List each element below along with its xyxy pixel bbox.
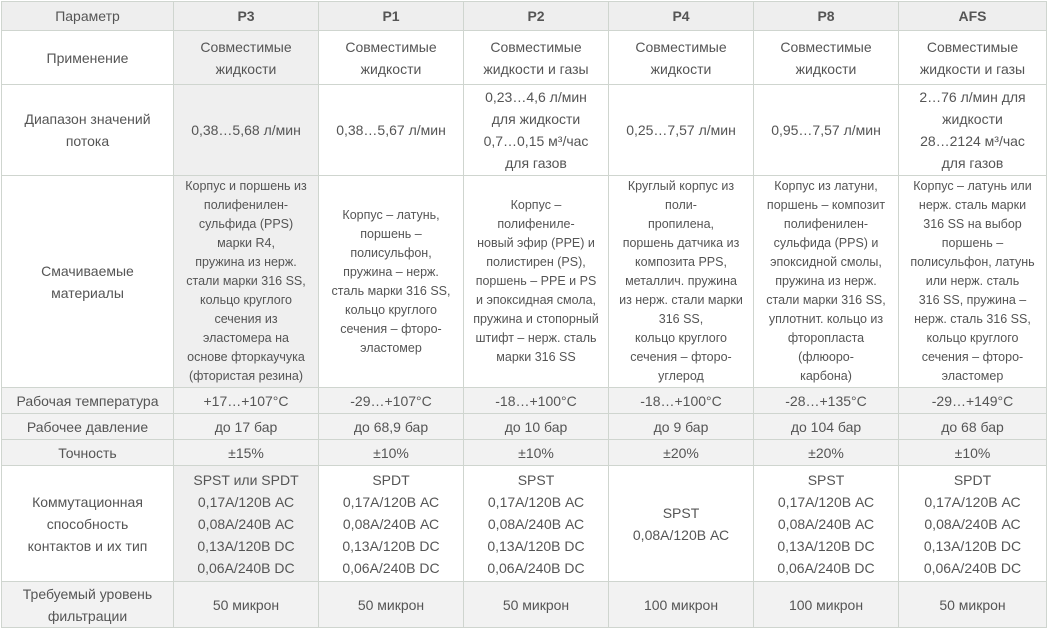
cell-line: эпоксидной смолы, [770,255,882,269]
cell-application-p2: Совместимые жидкости и газы [464,31,609,85]
cell-pressure-p2: до 10 бар [464,414,609,440]
cell-line: поли- [665,198,697,212]
cell-line: пружина из нерж. [195,255,297,269]
cell-application-afs: Совместимые жидкости и газы [899,31,1047,85]
cell-line: уплотнит. кольцо из [768,312,884,326]
cell-line: кольцо круглого [635,331,727,345]
cell-application-p3: Совместимые жидкости [174,31,319,85]
cell-line: 0,08А/240В АС [924,515,1021,532]
cell-switching-p4 [609,466,754,582]
cell-line: 0,13А/120В DC [487,537,585,554]
cell-line: 0,17А/120В АС [924,493,1021,510]
cell-line: Корпус – латунь, [342,207,440,222]
cell-line: новый эфир (PPE) и [477,236,595,250]
cell-line: марки 316 SS [496,350,576,364]
cell-filtration-afs: 50 микрон [899,582,1047,628]
cell-flow-p2: 0,23…4,6 л/мин для жидкости 0,7…0,15 м³/час для газов [464,85,609,176]
cell-materials-p1 [319,176,464,388]
cell-temperature-p3: +17…+107°C [174,388,319,414]
cell-accuracy-afs: ±10% [899,440,1047,466]
cell-application-p8: Совместимые жидкости [754,31,899,85]
cell-line: SPST [662,504,700,521]
cell-line: основе фторкаучука [187,350,305,364]
cell-temperature-afs: -29…+149°C [899,388,1047,414]
cell-line: композита PPS, [635,255,727,269]
cell-line: полистирен (PS), [486,255,586,269]
cell-line: 316 SS, пружина – [918,293,1027,307]
header-model-p3: P3 [174,2,319,31]
cell-filtration-p2: 50 микрон [464,582,609,628]
cell-line: и эпоксидная смола, [475,293,597,307]
cell-accuracy-p1: ±10% [319,440,464,466]
cell-flow-p4: 0,25…7,57 л/мин [609,85,754,176]
cell-accuracy-p8: ±20% [754,440,899,466]
cell-line: полифенилен- [203,198,289,212]
cell-line: кольцо круглого [200,293,292,307]
cell-line: Корпус и поршень из [185,179,307,193]
label-accuracy: Точность [2,440,174,466]
cell-line: 0,17А/120В АС [197,493,295,510]
cell-line: эластомера на [203,331,289,345]
cell-line: полисульфон, латунь [910,255,1035,269]
cell-line: пропилена, [648,217,714,231]
cell-flow-p8: 0,95…7,57 л/мин [754,85,899,176]
header-model-p1: P1 [319,2,464,31]
cell-filtration-p4: 100 микрон [609,582,754,628]
row-materials [2,176,1047,388]
cell-filtration-p1: 50 микрон [319,582,464,628]
cell-line: Круглый корпус из [627,179,735,193]
row-filtration [2,582,1047,628]
cell-line: 0,17А/120В АС [342,493,440,510]
cell-line: стали марки 316 SS, [766,293,886,307]
row-accuracy [2,440,1047,466]
header-row [2,2,1047,31]
cell-line: SPDT [953,471,992,488]
cell-line: поршень – [941,236,1004,250]
row-temperature [2,388,1047,414]
cell-line: 0,06А/240В DC [342,559,440,576]
cell-temperature-p8: -28…+135°C [754,388,899,414]
label-switching: Коммутационная способность контактов и их тип [2,466,174,582]
cell-line: пружина и стопорный [473,312,599,326]
cell-switching-p1 [319,466,464,582]
row-pressure [2,414,1047,440]
cell-line: эластомер [941,369,1004,383]
label-pressure: Рабочее давление [2,414,174,440]
cell-line: SPDT [372,471,410,488]
cell-line: 0,08А/240В АС [342,515,440,532]
cell-line: марки R4, [217,236,275,250]
cell-switching-afs [899,466,1047,582]
cell-line: Корпус – [510,198,562,212]
cell-accuracy-p3: ±15% [174,440,319,466]
cell-line: кольцо круглого [345,302,437,317]
label-flow: Диапазон значений потока [2,85,174,176]
label-materials: Смачиваемые материалы [2,176,174,388]
cell-line: полифениле- [497,217,575,231]
cell-flow-p1: 0,38…5,67 л/мин [319,85,464,176]
header-model-p2: P2 [464,2,609,31]
cell-line: 316 SS, [658,312,704,326]
cell-switching-p8 [754,466,899,582]
cell-line: поршень – композит [766,198,886,212]
header-model-afs: AFS [899,2,1047,31]
cell-temperature-p2: -18…+100°C [464,388,609,414]
cell-line: эластомер [360,340,422,355]
cell-line: 0,06А/240В DC [777,559,875,576]
cell-pressure-p8: до 104 бар [754,414,899,440]
cell-line: 0,06А/240В DC [923,559,1022,576]
cell-line: полисульфон, [350,245,432,260]
cell-line: 0,08А/120В АС [632,526,730,543]
cell-line: сульфида (PPS) и [773,236,879,250]
cell-filtration-p8: 100 микрон [754,582,899,628]
cell-line: карбона) [800,369,852,383]
cell-pressure-p1: до 68,9 бар [319,414,464,440]
row-application [2,31,1047,85]
cell-line: сечения – фторо- [340,321,442,336]
cell-application-p1: Совместимые жидкости [319,31,464,85]
cell-line: 0,08А/240В АС [197,515,295,532]
cell-line: поршень – PPE и PS [475,274,597,288]
cell-materials-p4 [609,176,754,388]
cell-line: (фтористая резина) [188,369,304,383]
cell-flow-p3: 0,38…5,68 л/мин [174,85,319,176]
cell-line: сечения из [214,312,278,326]
cell-line: углерод [658,369,704,383]
cell-accuracy-p4: ±20% [609,440,754,466]
label-application: Применение [2,31,174,85]
cell-line: SPST или SPDT [193,471,299,488]
spec-table [1,1,1047,628]
cell-materials-p8 [754,176,899,388]
cell-line: поршень датчика из [622,236,740,250]
cell-line: SPST [517,471,555,488]
cell-line: нерж. сталь марки [918,198,1027,212]
cell-line: 0,17А/120В АС [487,493,585,510]
cell-line: Корпус из латуни, [774,179,878,193]
cell-line: 0,17А/120В АС [777,493,875,510]
cell-line: 0,13А/120В DC [342,537,440,554]
cell-line: или нерж. сталь [925,274,1020,288]
cell-line: из нерж. стали марки [619,293,743,307]
header-model-p4: P4 [609,2,754,31]
row-switching [2,466,1047,582]
cell-line: сечения – фторо- [921,350,1024,364]
cell-line: 0,06А/240В DC [197,559,295,576]
cell-filtration-p3: 50 микрон [174,582,319,628]
cell-line: сталь марки 316 SS, [331,283,451,298]
cell-switching-p2 [464,466,609,582]
cell-application-p4: Совместимые жидкости [609,31,754,85]
label-filtration: Требуемый уровень фильтрации [2,582,174,628]
cell-materials-p2 [464,176,609,388]
cell-materials-afs [899,176,1047,388]
header-param: Параметр [2,2,174,31]
cell-flow-afs: 2…76 л/мин для жидкости 28…2124 м³/час для газов [899,85,1047,176]
cell-pressure-p3: до 17 бар [174,414,319,440]
cell-line: 0,06А/240В DC [487,559,585,576]
cell-line: стали марки 316 SS, [186,274,306,288]
cell-line: 0,13А/120В DC [923,537,1022,554]
cell-line: 0,13А/120В DC [197,537,295,554]
cell-line: сульфида (PPS) [198,217,294,231]
cell-pressure-afs: до 68 бар [899,414,1047,440]
cell-line: пружина – нерж. [343,264,439,279]
label-temperature: Рабочая температура [2,388,174,414]
cell-line: 0,13А/120В DC [777,537,875,554]
row-flow [2,85,1047,176]
cell-line: SPST [807,471,845,488]
cell-line: нерж. сталь 316 SS, [914,312,1031,326]
cell-line: 316 SS на выбор [923,217,1022,231]
cell-temperature-p4: -18…+100°C [609,388,754,414]
cell-line: 0,08А/240В АС [777,515,875,532]
cell-line: 0,08А/240В АС [487,515,585,532]
cell-line: кольцо круглого [926,331,1019,345]
cell-line: полифенилен- [783,217,869,231]
cell-accuracy-p2: ±10% [464,440,609,466]
cell-materials-p3 [174,176,319,388]
cell-line: металлич. пружина [625,274,737,288]
cell-line: фторопласта [787,331,865,345]
cell-line: штифт – нерж. сталь [475,331,597,345]
cell-line: поршень – [360,226,422,241]
header-model-p8: P8 [754,2,899,31]
cell-line: Корпус – латунь или [913,179,1032,193]
cell-line: (флюоро- [798,350,854,364]
cell-switching-p3 [174,466,319,582]
cell-line: пружина из нерж. [775,274,877,288]
cell-line: сечения – фторо- [630,350,732,364]
cell-pressure-p4: до 9 бар [609,414,754,440]
cell-temperature-p1: -29…+107°C [319,388,464,414]
